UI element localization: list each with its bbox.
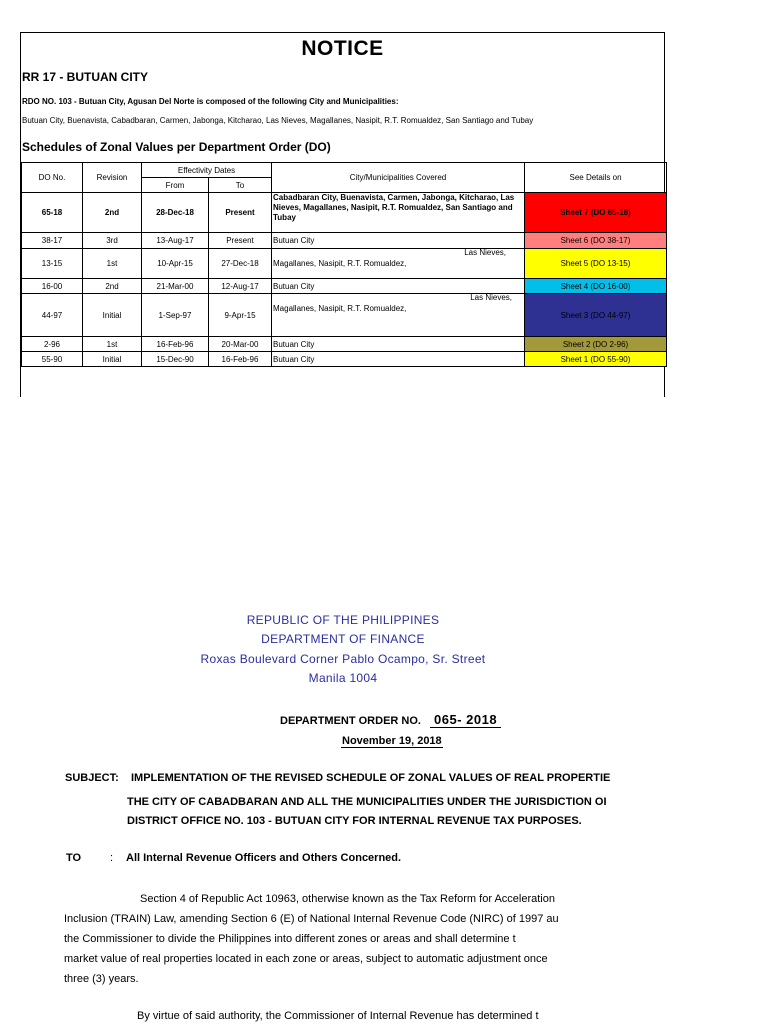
to-cell: 16-Feb-96 bbox=[209, 352, 272, 367]
sheet-link[interactable]: Sheet 2 (DO 2-96) bbox=[525, 337, 667, 352]
header-to: To bbox=[209, 178, 272, 193]
city-cell: Butuan City bbox=[272, 337, 525, 352]
paragraph-line: By virtue of said authority, the Commissioner of Internal Revenue has determined t bbox=[137, 1010, 539, 1022]
city-cell: Butuan City bbox=[272, 233, 525, 249]
from-cell: 15-Dec-90 bbox=[142, 352, 209, 367]
sheet-link[interactable]: Sheet 4 (DO 16-00) bbox=[525, 279, 667, 294]
paragraph-line: three (3) years. bbox=[64, 973, 139, 985]
table-row bbox=[22, 233, 667, 249]
republic-header: REPUBLIC OF THE PHILIPPINES bbox=[246, 613, 440, 627]
notice-sheet bbox=[20, 32, 665, 397]
city-text: Magallanes, Nasipit, R.T. Romualdez, bbox=[273, 259, 407, 268]
city-cell: Butuan City bbox=[272, 352, 525, 367]
do-no-cell: 44-97 bbox=[22, 294, 83, 337]
city-cell bbox=[272, 249, 525, 279]
header-city-covered: City/Municipalities Covered bbox=[272, 163, 525, 193]
revision-cell: Initial bbox=[83, 294, 142, 337]
revision-cell: Initial bbox=[83, 352, 142, 367]
city-extra: Las Nieves, bbox=[464, 248, 506, 257]
table-row bbox=[22, 193, 667, 233]
to-cell: 9-Apr-15 bbox=[209, 294, 272, 337]
paragraph-line: Section 4 of Republic Act 10963, otherwise known as the Tax Reform for Acceleration bbox=[140, 893, 555, 905]
to-colon: : bbox=[110, 852, 114, 864]
city-cell: Cabadbaran City, Buenavista, Carmen, Jabonga, Kitcharao, Las Nieves, Magallanes, Nasipit, R.T. Romualdez, San Santiago and Tubay bbox=[272, 193, 525, 233]
notice-title: NOTICE bbox=[301, 37, 384, 60]
revision-cell: 2nd bbox=[83, 193, 142, 233]
city-extra: Las Nieves, bbox=[470, 293, 512, 302]
paragraph-line: market value of real properties located in each zone or areas, subject to automatic adjustment once bbox=[64, 953, 548, 965]
department-order-line bbox=[280, 712, 501, 728]
table-row bbox=[22, 352, 667, 367]
do-no-cell: 65-18 bbox=[22, 193, 83, 233]
sheet-link[interactable]: Sheet 7 (DO 65-18) bbox=[525, 193, 667, 233]
from-cell: 16-Feb-96 bbox=[142, 337, 209, 352]
table-row bbox=[22, 294, 667, 337]
sheet-link[interactable]: Sheet 1 (DO 55-90) bbox=[525, 352, 667, 367]
header-see-details: See Details on bbox=[525, 163, 667, 193]
to-cell: 27-Dec-18 bbox=[209, 249, 272, 279]
department-order-label: DEPARTMENT ORDER NO. bbox=[280, 715, 421, 727]
subject-line: THE CITY OF CABADBARAN AND ALL THE MUNICIPALITIES UNDER THE JURISDICTION OI bbox=[127, 796, 607, 808]
revenue-region-line: RR 17 - BUTUAN CITY bbox=[22, 70, 149, 84]
do-no-cell: 16-00 bbox=[22, 279, 83, 294]
from-cell: 13-Aug-17 bbox=[142, 233, 209, 249]
to-cell: Present bbox=[209, 233, 272, 249]
cities-list: Butuan City, Buenavista, Cabadbaran, Carmen, Jabonga, Kitcharao, Las Nieves, Magallanes, Nasipit, R.T. Romualdez, San Santiago and Tubay bbox=[22, 116, 534, 125]
zonal-values-table bbox=[21, 162, 667, 367]
from-cell: 21-Mar-00 bbox=[142, 279, 209, 294]
subject-line: IMPLEMENTATION OF THE REVISED SCHEDULE OF ZONAL VALUES OF REAL PROPERTIE bbox=[131, 772, 611, 784]
revision-cell: 1st bbox=[83, 337, 142, 352]
table-row bbox=[22, 249, 667, 279]
city-cell: Butuan City bbox=[272, 279, 525, 294]
to-cell: 12-Aug-17 bbox=[209, 279, 272, 294]
table-row bbox=[22, 337, 667, 352]
schedules-heading: Schedules of Zonal Values per Department Order (DO) bbox=[22, 140, 331, 154]
do-no-cell: 38-17 bbox=[22, 233, 83, 249]
header-from: From bbox=[142, 178, 209, 193]
to-recipients: All Internal Revenue Officers and Others Concerned. bbox=[126, 852, 402, 864]
to-cell: 20-Mar-00 bbox=[209, 337, 272, 352]
paragraph-line: Inclusion (TRAIN) Law, amending Section 6 (E) of National Internal Revenue Code (NIRC) of 1997 au bbox=[64, 913, 559, 925]
from-cell: 28-Dec-18 bbox=[142, 193, 209, 233]
subject-line: DISTRICT OFFICE NO. 103 - BUTUAN CITY FOR INTERNAL REVENUE TAX PURPOSES. bbox=[127, 815, 582, 827]
city-cell bbox=[272, 294, 525, 337]
sheet-link[interactable]: Sheet 6 (DO 38-17) bbox=[525, 233, 667, 249]
to-cell: Present bbox=[209, 193, 272, 233]
rdo-description: RDO NO. 103 - Butuan City, Agusan Del Norte is composed of the following City and Municipalities: bbox=[22, 97, 399, 106]
revision-cell: 2nd bbox=[83, 279, 142, 294]
city-text: Magallanes, Nasipit, R.T. Romualdez, bbox=[273, 304, 407, 313]
header-do-no: DO No. bbox=[22, 163, 83, 193]
department-order-number: 065- 2018 bbox=[430, 712, 501, 728]
table-header-row bbox=[22, 163, 667, 178]
department-header: DEPARTMENT OF FINANCE bbox=[261, 632, 425, 646]
do-no-cell: 2-96 bbox=[22, 337, 83, 352]
address-line: Roxas Boulevard Corner Pablo Ocampo, Sr. Street bbox=[200, 652, 486, 666]
do-no-cell: 55-90 bbox=[22, 352, 83, 367]
sheet-link[interactable]: Sheet 5 (DO 13-15) bbox=[525, 249, 667, 279]
subject-label: SUBJECT: bbox=[65, 772, 119, 784]
revision-cell: 3rd bbox=[83, 233, 142, 249]
revision-cell: 1st bbox=[83, 249, 142, 279]
from-cell: 1-Sep-97 bbox=[142, 294, 209, 337]
paragraph-line: the Commissioner to divide the Philippines into different zones or areas and shall determine t bbox=[64, 933, 516, 945]
to-label: TO bbox=[66, 852, 82, 864]
sheet-link[interactable]: Sheet 3 (DO 44-97) bbox=[525, 294, 667, 337]
header-effectivity-dates: Effectivity Dates bbox=[142, 163, 272, 178]
city-line: Manila 1004 bbox=[308, 671, 378, 685]
order-date: November 19, 2018 bbox=[342, 735, 442, 747]
table-row bbox=[22, 279, 667, 294]
from-cell: 10-Apr-15 bbox=[142, 249, 209, 279]
do-no-cell: 13-15 bbox=[22, 249, 83, 279]
header-revision: Revision bbox=[83, 163, 142, 193]
